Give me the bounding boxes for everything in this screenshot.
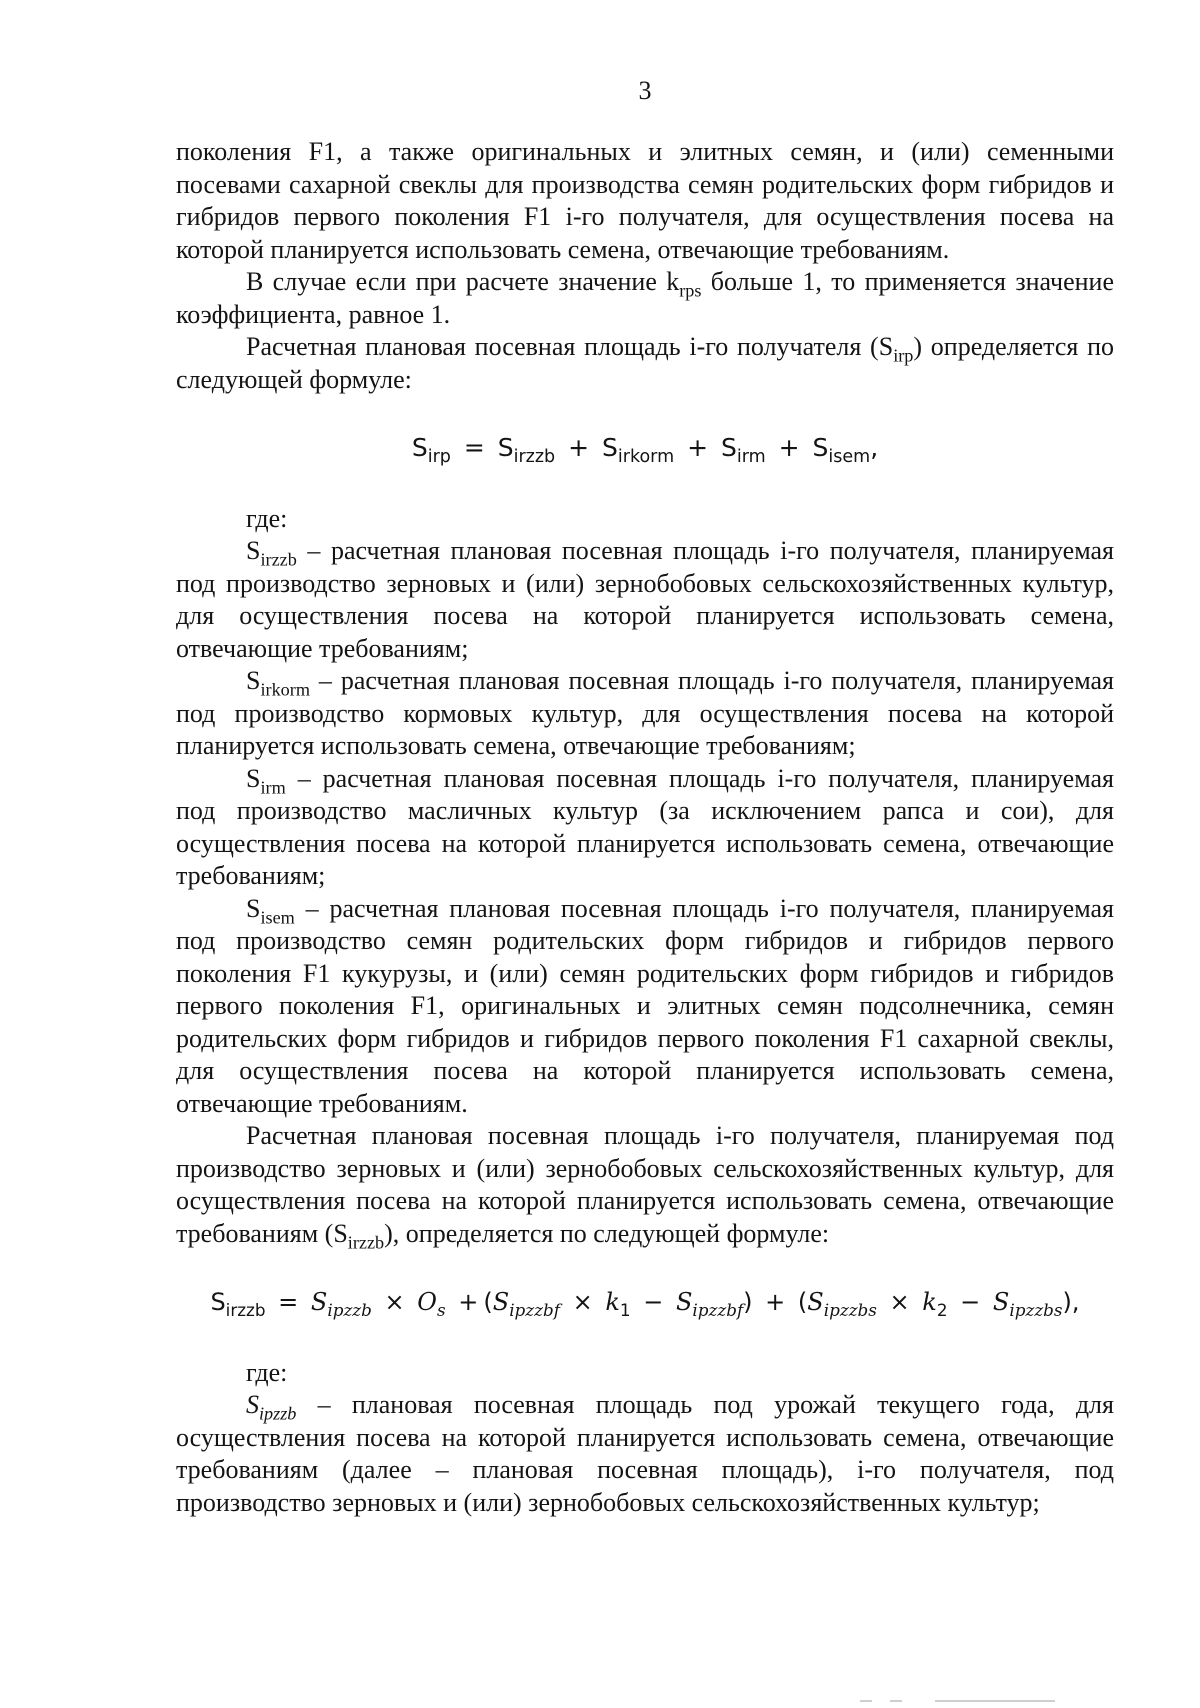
formula-subscript: ipzzbf: [509, 1299, 560, 1320]
formula-operator: +: [568, 433, 590, 462]
formula-symbol: S: [411, 433, 428, 462]
where-label: где:: [246, 1357, 288, 1387]
formula-operator: +: [765, 1288, 786, 1316]
formula-sirzzb: [176, 1286, 1114, 1319]
formula-subscript: irkorm: [617, 447, 675, 468]
definition-text: – расчетная плановая посевная площадь i-го получателя, планируемая под производство масличных культур (за исключением рапса и сои), для осуществления посева на которой планируется использовать семена, отвечающие требованиям;: [176, 763, 1114, 890]
definition-variable: $S_{isem}$: [246, 893, 295, 927]
formula-punctuation: ,: [1071, 1288, 1080, 1316]
formula-symbol: S: [310, 1288, 328, 1316]
formula-symbol: S: [497, 433, 514, 462]
formula-operator: ×: [889, 1288, 910, 1316]
definition-sirm: [176, 763, 1114, 893]
formula-symbol: S: [812, 433, 829, 462]
definition-text: – расчетная плановая посевная площадь i-го получателя, планируемая под производство зерновых и (или) зернобобовых сельскохозяйственных культур, для осуществления посева на которой планируется использовать семена, отвечающие требованиям;: [176, 536, 1114, 663]
formula-subscript: isem: [828, 447, 871, 468]
formula-subscript: 2: [936, 1299, 948, 1320]
definition-sisem: [176, 893, 1114, 1121]
scan-artifact: [935, 1700, 1055, 1702]
formula-operator: −: [960, 1288, 981, 1316]
formula-subscript: s: [436, 1299, 446, 1320]
formula-symbol: S: [675, 1288, 693, 1316]
document-body: [176, 136, 1114, 1519]
definition-text: – расчетная плановая посевная площадь i-го получателя, планируемая под производство семян родительских форм гибридов и гибридов первого поколения F1 кукурузы, и (или) семян родительских форм гибридов и гибридов первого поколения F1, оригинальных и элитных семян подсолнечника, семян родительских форм гибридов и гибридов первого поколения F1 сахарной свеклы, для осуществления посева на которой планируется использовать семена, отвечающие требованиям.: [176, 893, 1114, 1118]
definition-variable: $S_{irkorm}$: [246, 666, 310, 700]
definition-sirkorm: [176, 665, 1114, 763]
formula-punctuation: ,: [870, 433, 879, 462]
formula-subscript: ipzzbf: [692, 1299, 744, 1320]
formula-subscript: irzzb: [513, 447, 556, 468]
formula-symbol: S: [720, 433, 737, 462]
paragraph-text: Расчетная плановая посевная площадь i-го получателя, планируемая под производство зерновых и (или) зернобобовых сельскохозяйственных культур, для осуществления посева на которой планируется использовать семена, отвечающие требованиям (S: [176, 1121, 1114, 1248]
scan-artifact: [860, 1700, 872, 1702]
formula-symbol: S: [992, 1288, 1010, 1316]
paragraph-text: ), определяется по следующей формуле:: [384, 1218, 830, 1248]
formula-subscript: ipzzbs: [1009, 1299, 1063, 1320]
page-number: 3: [638, 76, 652, 105]
paragraph-text: В случае если при расчете значение k: [246, 267, 680, 296]
formula-subscript: irzzb: [225, 1299, 266, 1320]
scan-artifact: [890, 1700, 902, 1702]
formula-operator: ×: [572, 1288, 593, 1316]
formula-subscript: irp: [427, 447, 451, 468]
paragraph-text: Расчетная плановая посевная площадь i-го получателя (S: [246, 332, 894, 361]
paragraph-text: ) определяется по следующей формуле:: [176, 332, 1114, 394]
formula-subscript: irm: [736, 447, 766, 468]
formula-symbol: S: [807, 1288, 824, 1316]
formula-paren: ): [743, 1288, 753, 1316]
subscript: rps: [679, 280, 702, 301]
formula-operator: −: [643, 1288, 664, 1316]
paragraph: [176, 266, 1114, 331]
formula-symbol: O: [417, 1288, 437, 1316]
subscript: irp: [893, 345, 914, 366]
formula-operator: =: [278, 1288, 299, 1316]
paragraph: [176, 1120, 1114, 1250]
definition-sirzzb: [176, 535, 1114, 665]
definition-variable: $S_{irzzb}$: [246, 536, 297, 570]
subscript: irzzb: [347, 1231, 385, 1252]
formula-sirp: [176, 432, 1114, 468]
formula-symbol: S: [492, 1288, 510, 1316]
definition-sipzzb: [176, 1389, 1114, 1519]
definition-text: – расчетная плановая посевная площадь i-го получателя, планируемая под производство кормовых культур, для осуществления посева на которой планируется использовать семена, отвечающие требованиям;: [176, 666, 1114, 760]
formula-paren: ): [1062, 1288, 1072, 1316]
paragraph: [176, 331, 1114, 396]
definition-text: – плановая посевная площадь под урожай текущего года, для осуществления посева на которой планируется использовать семена, отвечающие требованиям (далее – плановая посевная площадь), i-го получателя, под производство зерновых и (или) зернобобовых сельскохозяйственных культур;: [176, 1390, 1114, 1517]
formula-symbol: S: [210, 1288, 226, 1316]
formula-operator: +: [687, 433, 709, 462]
definition-variable: $S_{ipzzb}$: [246, 1390, 297, 1424]
formula-subscript: ipzzbs: [823, 1299, 877, 1320]
formula-symbol: S: [602, 433, 618, 462]
formula-symbol: k: [922, 1288, 937, 1316]
definition-variable: $S_{irm}$: [246, 763, 286, 797]
formula-operator: ×: [384, 1288, 405, 1316]
formula-paren: (: [483, 1288, 493, 1316]
formula-symbol: k: [605, 1288, 620, 1316]
formula-operator: +: [458, 1288, 479, 1316]
where-label: где:: [246, 503, 288, 533]
paragraph: поколения F1, а также оригинальных и элитных семян, и (или) семенными посевами сахарной свеклы для производства семян родительских форм гибридов и гибридов первого поколения F1 i-го получателя, для осуществления посева на которой планируется использовать семена, отвечающие требованиям.: [176, 137, 1114, 264]
formula-subscript: 1: [619, 1299, 631, 1320]
formula-operator: =: [463, 433, 485, 462]
formula-paren: (: [797, 1288, 808, 1316]
paragraph-text: больше 1, то применяется значение коэффициента, равное 1.: [176, 267, 1115, 329]
formula-operator: +: [778, 433, 800, 462]
formula-subscript: ipzzb: [327, 1299, 372, 1320]
